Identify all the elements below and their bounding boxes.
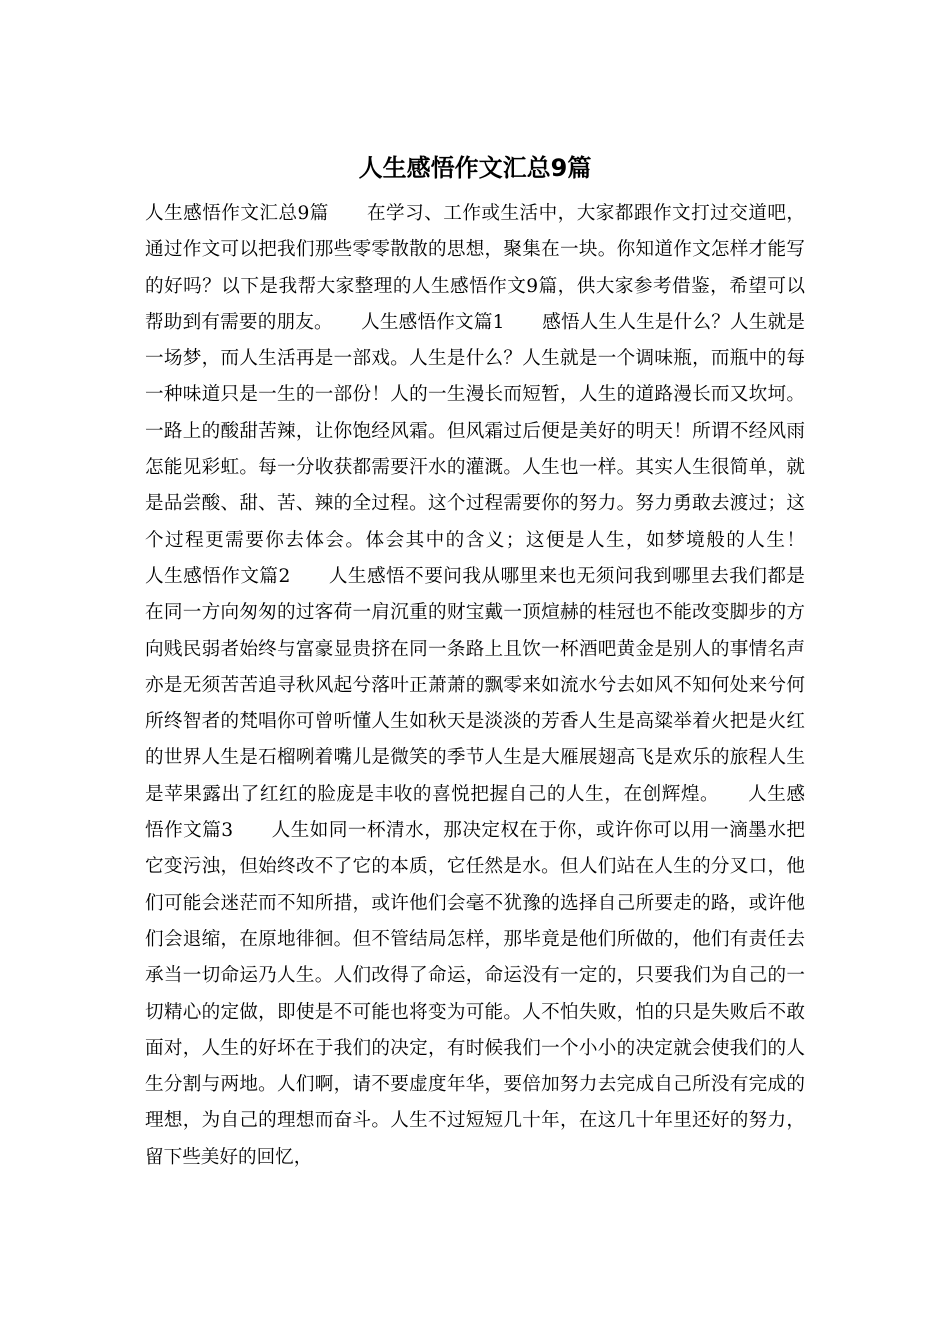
document-body: 人生感悟作文汇总9篇 在学习、工作或生活中，大家都跟作文打过交道吧，通过作文可以把我们那些零零散散的思想，聚集在一块。你知道作文怎样才能写的好吗？以下是我帮大家整理的人生感悟作文9篇，供大家参考借鉴，希望可以帮助到有需要的朋友。 人生感悟作文篇1 感悟人生人生是什么？人生就是一场梦，而人生活再是一部戏。人生是什么？人生就是一个调味瓶，而瓶中的每一种味道只是一生的一部份！人的一生漫长而短暂，人生的道路漫长而又坎坷。一路上的酸甜苦辣，让你饱经风霜。但风霜过后便是美好的明天！所谓不经风雨怎能见彩虹。每一分收获都需要汗水的灌溉。人生也一样。其实人生很简单，就是品尝酸、甜、苦、辣的全过程。这个过程需要你的努力。努力勇敢去渡过；这个过程更需要你去体会。体会其中的含义；这便是人生，如梦境般的人生！ 人生感悟作文篇2 人生感悟不要问我从哪里来也无须问我到哪里去我们都是在同一方向匆匆的过客荷一肩沉重的财宝戴一顶煊赫的桂冠也不能改变脚步的方向贱民弱者始终与富豪显贵挤在同一条路上且饮一杯酒吧黄金是别人的事情名声亦是无须苦苦追寻秋风起兮落叶正萧萧的飘零来如流水兮去如风不知何处来兮何所终智者的梵唱你可曾听懂人生如秋天是淡淡的芳香人生是高粱举着火把是火红的世界人生是石榴咧着嘴儿是微笑的季节人生是大雁展翅高飞是欢乐的旅程人生是苹果露出了红红的脸庞是丰收的喜悦把握自己的人生，在创辉煌。 人生感悟作文篇3 人生如同一杯清水，那决定权在于你，或许你可以用一滴墨水把它变污浊，但始终改不了它的本质，它任然是水。但人们站在人生的分叉口，他们可能会迷茫而不知所措，或许他们会毫不犹豫的选择自己所要走的路，或许他们会退缩，在原地徘徊。但不管结局怎样，那毕竟是他们所做的，他们有责任去承当一切命运乃人生。人们改得了命运，命运没有一定的，只要我们为自己的一切精心的定做，即使是不可能也将变为可能。人不怕失败，怕的只是失败后不敢面对，人生的好坏在于我们的决定，有时候我们一个小小的决定就会使我们的人生分割与两地。人们啊，请不要虚度年华，要倍加努力去完成自己所没有完成的理想，为自己的理想而奋斗。人生不过短短几十年，在这几十年里还好的努力，留下些美好的回忆，: [145, 203, 843, 1168]
document-title: 人生感悟作文汇总9篇: [358, 154, 592, 182]
